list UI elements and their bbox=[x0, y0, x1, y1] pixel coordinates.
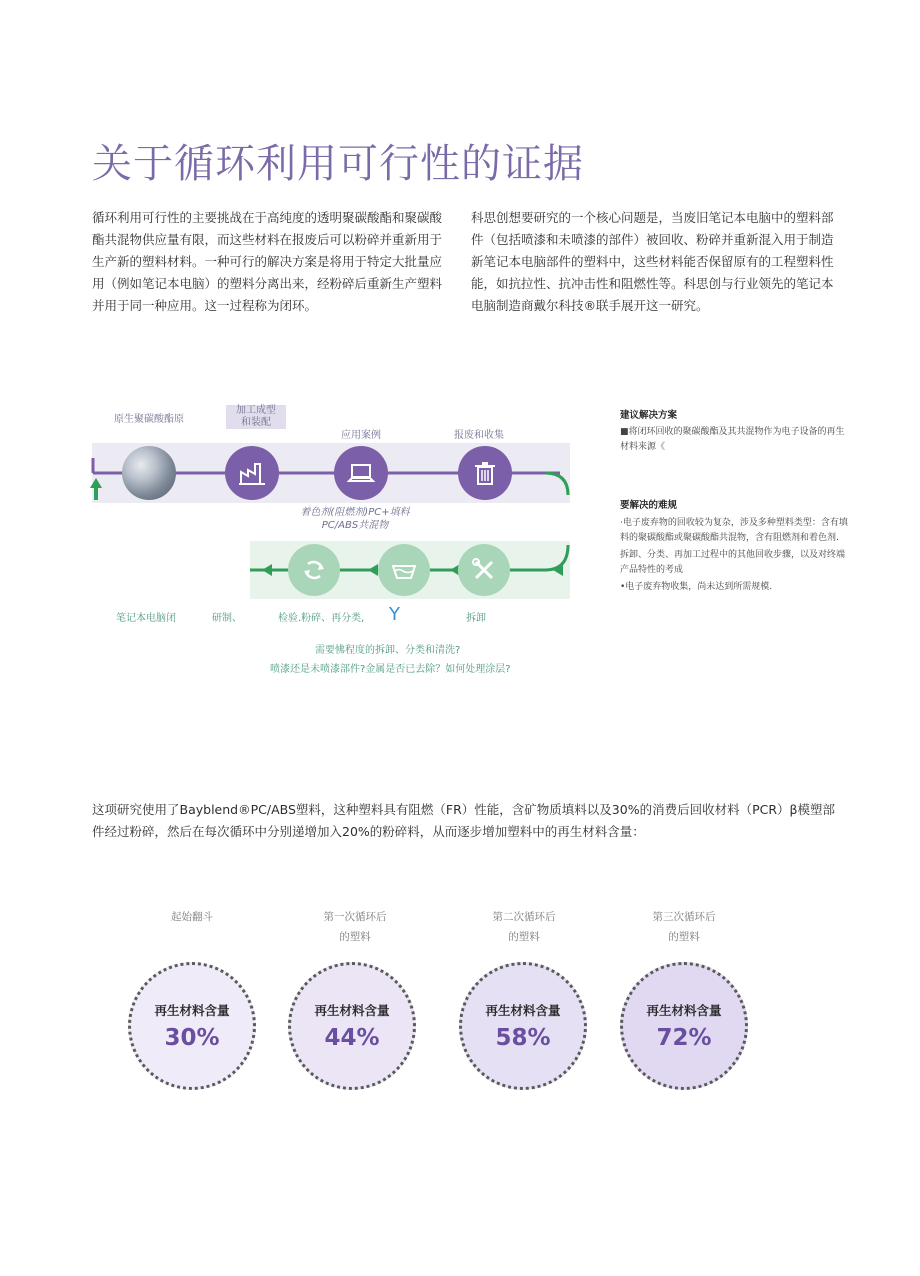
sidebar-panel bbox=[620, 407, 850, 595]
body-paragraph: 这项研究使用了Bayblend®PC/ABS塑料，这种塑料具有阻燃（FR）性能，含矿物质填料以及30%的消费后回收材料（PCR）β模塑部件经过粉碎，然后在每次循环中分别递增加入20%的粉碎料，从而逐步增加塑料中的再生材料含量： bbox=[92, 802, 835, 839]
recycled-content-label: 再生材料含量 bbox=[646, 1003, 722, 1018]
label-closed-loop: 笔记本电脑闭 bbox=[116, 613, 176, 624]
challenge-item-2: 拆卸、分类、再加工过程中的其他回收步骤，以及对终端产品特性的考成 bbox=[620, 550, 846, 575]
recycled-content-value: 58% bbox=[495, 1025, 551, 1051]
recycled-content-value: 30% bbox=[164, 1025, 220, 1051]
stage-label: 第二次循环后 的塑料 bbox=[492, 911, 556, 943]
label-y-mark: Y bbox=[389, 604, 400, 625]
recycle-icon bbox=[288, 544, 340, 596]
label-inspect: 检验.粉碎、再分类, bbox=[278, 613, 365, 624]
bottom-right-bend bbox=[545, 545, 568, 570]
page-title: 关于循环利用可行性的证据 bbox=[92, 141, 584, 187]
label-virgin-pc: 原生聚碳酸酯原 bbox=[114, 414, 184, 425]
recycled-content-circle bbox=[128, 962, 256, 1090]
recycled-content-label: 再生材料含量 bbox=[485, 1003, 561, 1018]
tools-icon bbox=[458, 544, 510, 596]
bottom-arrow-2 bbox=[368, 564, 378, 576]
recycled-content-value: 44% bbox=[324, 1025, 380, 1051]
left-up-arrow-head bbox=[90, 478, 102, 488]
solution-text: ■将闭环回收的聚碳酸酯及其共混物作为电子设备的再生材料来源《 bbox=[620, 427, 845, 452]
intro-right-paragraph: 科思创想要研究的一个核心问题是，当废旧笔记本电脑中的塑料部件（包括喷漆和未喷漆的部件）被回收、粉碎并重新混入用于制造新笔记本电脑部件的塑料中，这些材料能否保留原有的工程塑料性能，如抗拉性、抗冲击性和阻燃性等。科思创与行业领先的笔记本电脑制造商戴尔科技®联手展开这一研究。 bbox=[471, 210, 834, 313]
granules-image bbox=[122, 446, 176, 500]
bottom-arrow-1 bbox=[262, 564, 272, 576]
label-processing bbox=[226, 405, 286, 429]
label-end-of-life: 报废和收集 bbox=[454, 430, 504, 441]
challenge-item-1: ·电子废弃物的回收较为复杂，涉及多种塑料类型：含有填料的聚碳酸酯或聚碳酸酯共混物，含有阻燃剂和着色剂. bbox=[620, 518, 848, 543]
label-processing-text: 加工成型 和装配 bbox=[236, 405, 276, 428]
challenge-item-3: •电子废弃物收集，尚未达到所需规模. bbox=[620, 582, 773, 592]
laptop-icon bbox=[334, 446, 388, 500]
recycled-content-label: 再生材料含量 bbox=[154, 1003, 230, 1018]
question-dismantle: 需要怫程度的拆卸、分类和清洗? bbox=[315, 645, 461, 656]
wash-icon bbox=[378, 544, 430, 596]
recycled-content-value: 72% bbox=[656, 1025, 712, 1051]
factory-icon bbox=[225, 446, 279, 500]
label-grind: 研制、 bbox=[212, 613, 242, 624]
top-right-bend bbox=[545, 473, 568, 495]
intro-left-paragraph: 循环利用可行性的主要挑战在于高纯度的透明聚碳酸酯和聚碳酸酯共混物供应量有限，而这些材料在报废后可以粉碎并重新用于生产新的塑料材料。一种可行的解决方案是将用于特定大批量应用（例如笔记本电脑）的塑料分离出来，经粉碎后重新生产塑料并用于同一种应用。这一过程称为闭环。 bbox=[92, 210, 443, 313]
trash-icon bbox=[458, 446, 512, 500]
stage-label: 第一次循环后 的塑料 bbox=[323, 911, 387, 943]
label-application: 应用案例 bbox=[341, 430, 381, 441]
colorant-note: 着色剂(阻燃剂)PC+填料 PC/ABS共混物 bbox=[300, 507, 410, 531]
stage-label: 起始翻斗 bbox=[171, 911, 213, 923]
stage-label: 第三次循环后 的塑料 bbox=[652, 911, 716, 943]
recycled-content-circle bbox=[459, 962, 587, 1090]
recycled-content-label: 再生材料含量 bbox=[314, 1003, 390, 1018]
question-paint: 喷漆还是未喷漆部件?金属是否已去除？如何处理涂层? bbox=[270, 664, 511, 675]
solution-heading: 建议解决方案 bbox=[620, 410, 678, 421]
recycled-content-circle bbox=[620, 962, 748, 1090]
recycled-content-circle bbox=[288, 962, 416, 1090]
label-dismantle: 拆卸 bbox=[466, 613, 486, 624]
challenge-heading: 要解决的难规 bbox=[620, 500, 678, 511]
